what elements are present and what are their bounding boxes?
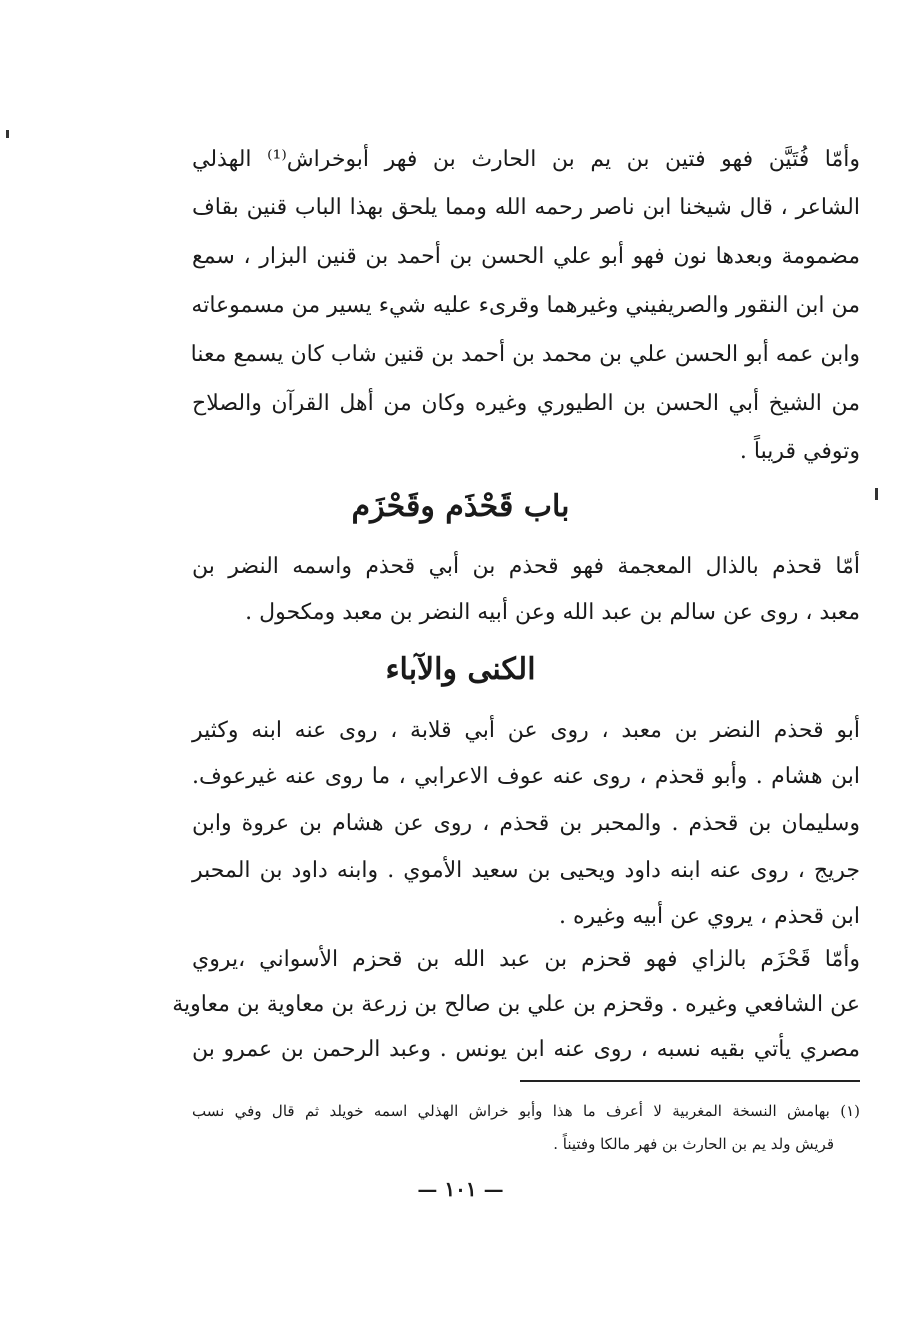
footnote-divider [520, 1080, 860, 1082]
footnote-line: (١) بهامش النسخة المغربية لا أعرف ما هذا وأبو خراش الهذلي اسمه خويلد ثم قال وفي نسب [192, 1102, 860, 1120]
text-line: ابن هشام . وأبو قحذم ، روى عنه عوف الاعرابي ، ما روى عنه غيرعوف. [192, 764, 860, 789]
section-heading: الكنى والآباء [385, 652, 536, 687]
paragraph-kuna [192, 707, 860, 947]
text-line: وأمّا فُتَيَّن فهو فتين بن يم بن الحارث بن فهر أبوخراش⁽¹⁾ الهذلي [192, 147, 860, 172]
paragraph-qahzam [172, 936, 860, 1086]
footnote-line: قريش ولد يم بن الحارث بن فهر مالكا وفتيناً . [553, 1135, 834, 1153]
paragraph-qahdham [192, 543, 860, 643]
text-line: ابن قحذم ، يروي عن أبيه وغيره . [559, 904, 860, 929]
text-line: مصري يأتي بقيه نسبه ، روى عنه ابن يونس . وعبد الرحمن بن عمرو بن [192, 1037, 860, 1062]
text-line: مضمومة وبعدها نون فهو أبو علي الحسن بن أحمد بن قنين البزار ، سمع [192, 244, 860, 269]
section-heading: باب قَحْذَم وقَحْزَم [351, 489, 570, 524]
paragraph-fatin [192, 136, 860, 476]
text-line: أمّا قحذم بالذال المعجمة فهو قحذم بن أبي قحذم واسمه النضر بن [192, 554, 860, 579]
text-line: وتوفي قريباً . [739, 439, 860, 464]
footnote [192, 1096, 860, 1166]
text-line: عن الشافعي وغيره . وقحزم بن علي بن صالح بن زرعة بن معاوية بن معاوية [172, 992, 860, 1017]
text-line: الشاعر ، قال شيخنا ابن ناصر رحمه الله ومما يلحق بهذا الباب قنين بقاف [192, 195, 860, 220]
scan-mark [6, 130, 9, 138]
page-number: — ١٠١ — [417, 1177, 504, 1201]
text-line: معبد ، روى عن سالم بن عبد الله وعن أبيه النضر بن معبد ومكحول . [245, 600, 860, 625]
text-line: جريج ، روى عنه ابنه داود ويحيى بن سعيد الأموي . وابنه داود بن المحبر [192, 858, 860, 883]
text-line: وسليمان بن قحذم . والمحبر بن قحذم ، روى عن هشام بن عروة وابن [192, 811, 860, 836]
text-line: من الشيخ أبي الحسن بن الطيوري وغيره وكان من أهل القرآن والصلاح [192, 391, 860, 416]
text-line: من ابن النقور والصريفيني وغيرهما وقرىء عليه شيء يسير من مسموعاته [191, 293, 860, 318]
text-line: وابن عمه أبو الحسن علي بن محمد بن أحمد بن قنين شاب كان يسمع معنا [190, 342, 860, 367]
text-line: وأمّا قَحْزَم بالزاي فهو قحزم بن عبد الله بن قحزم الأسواني ،يروي [192, 947, 860, 972]
text-line: أبو قحذم النضر بن معبد ، روى عن أبي قلابة ، روى عنه ابنه وكثير [192, 718, 860, 743]
